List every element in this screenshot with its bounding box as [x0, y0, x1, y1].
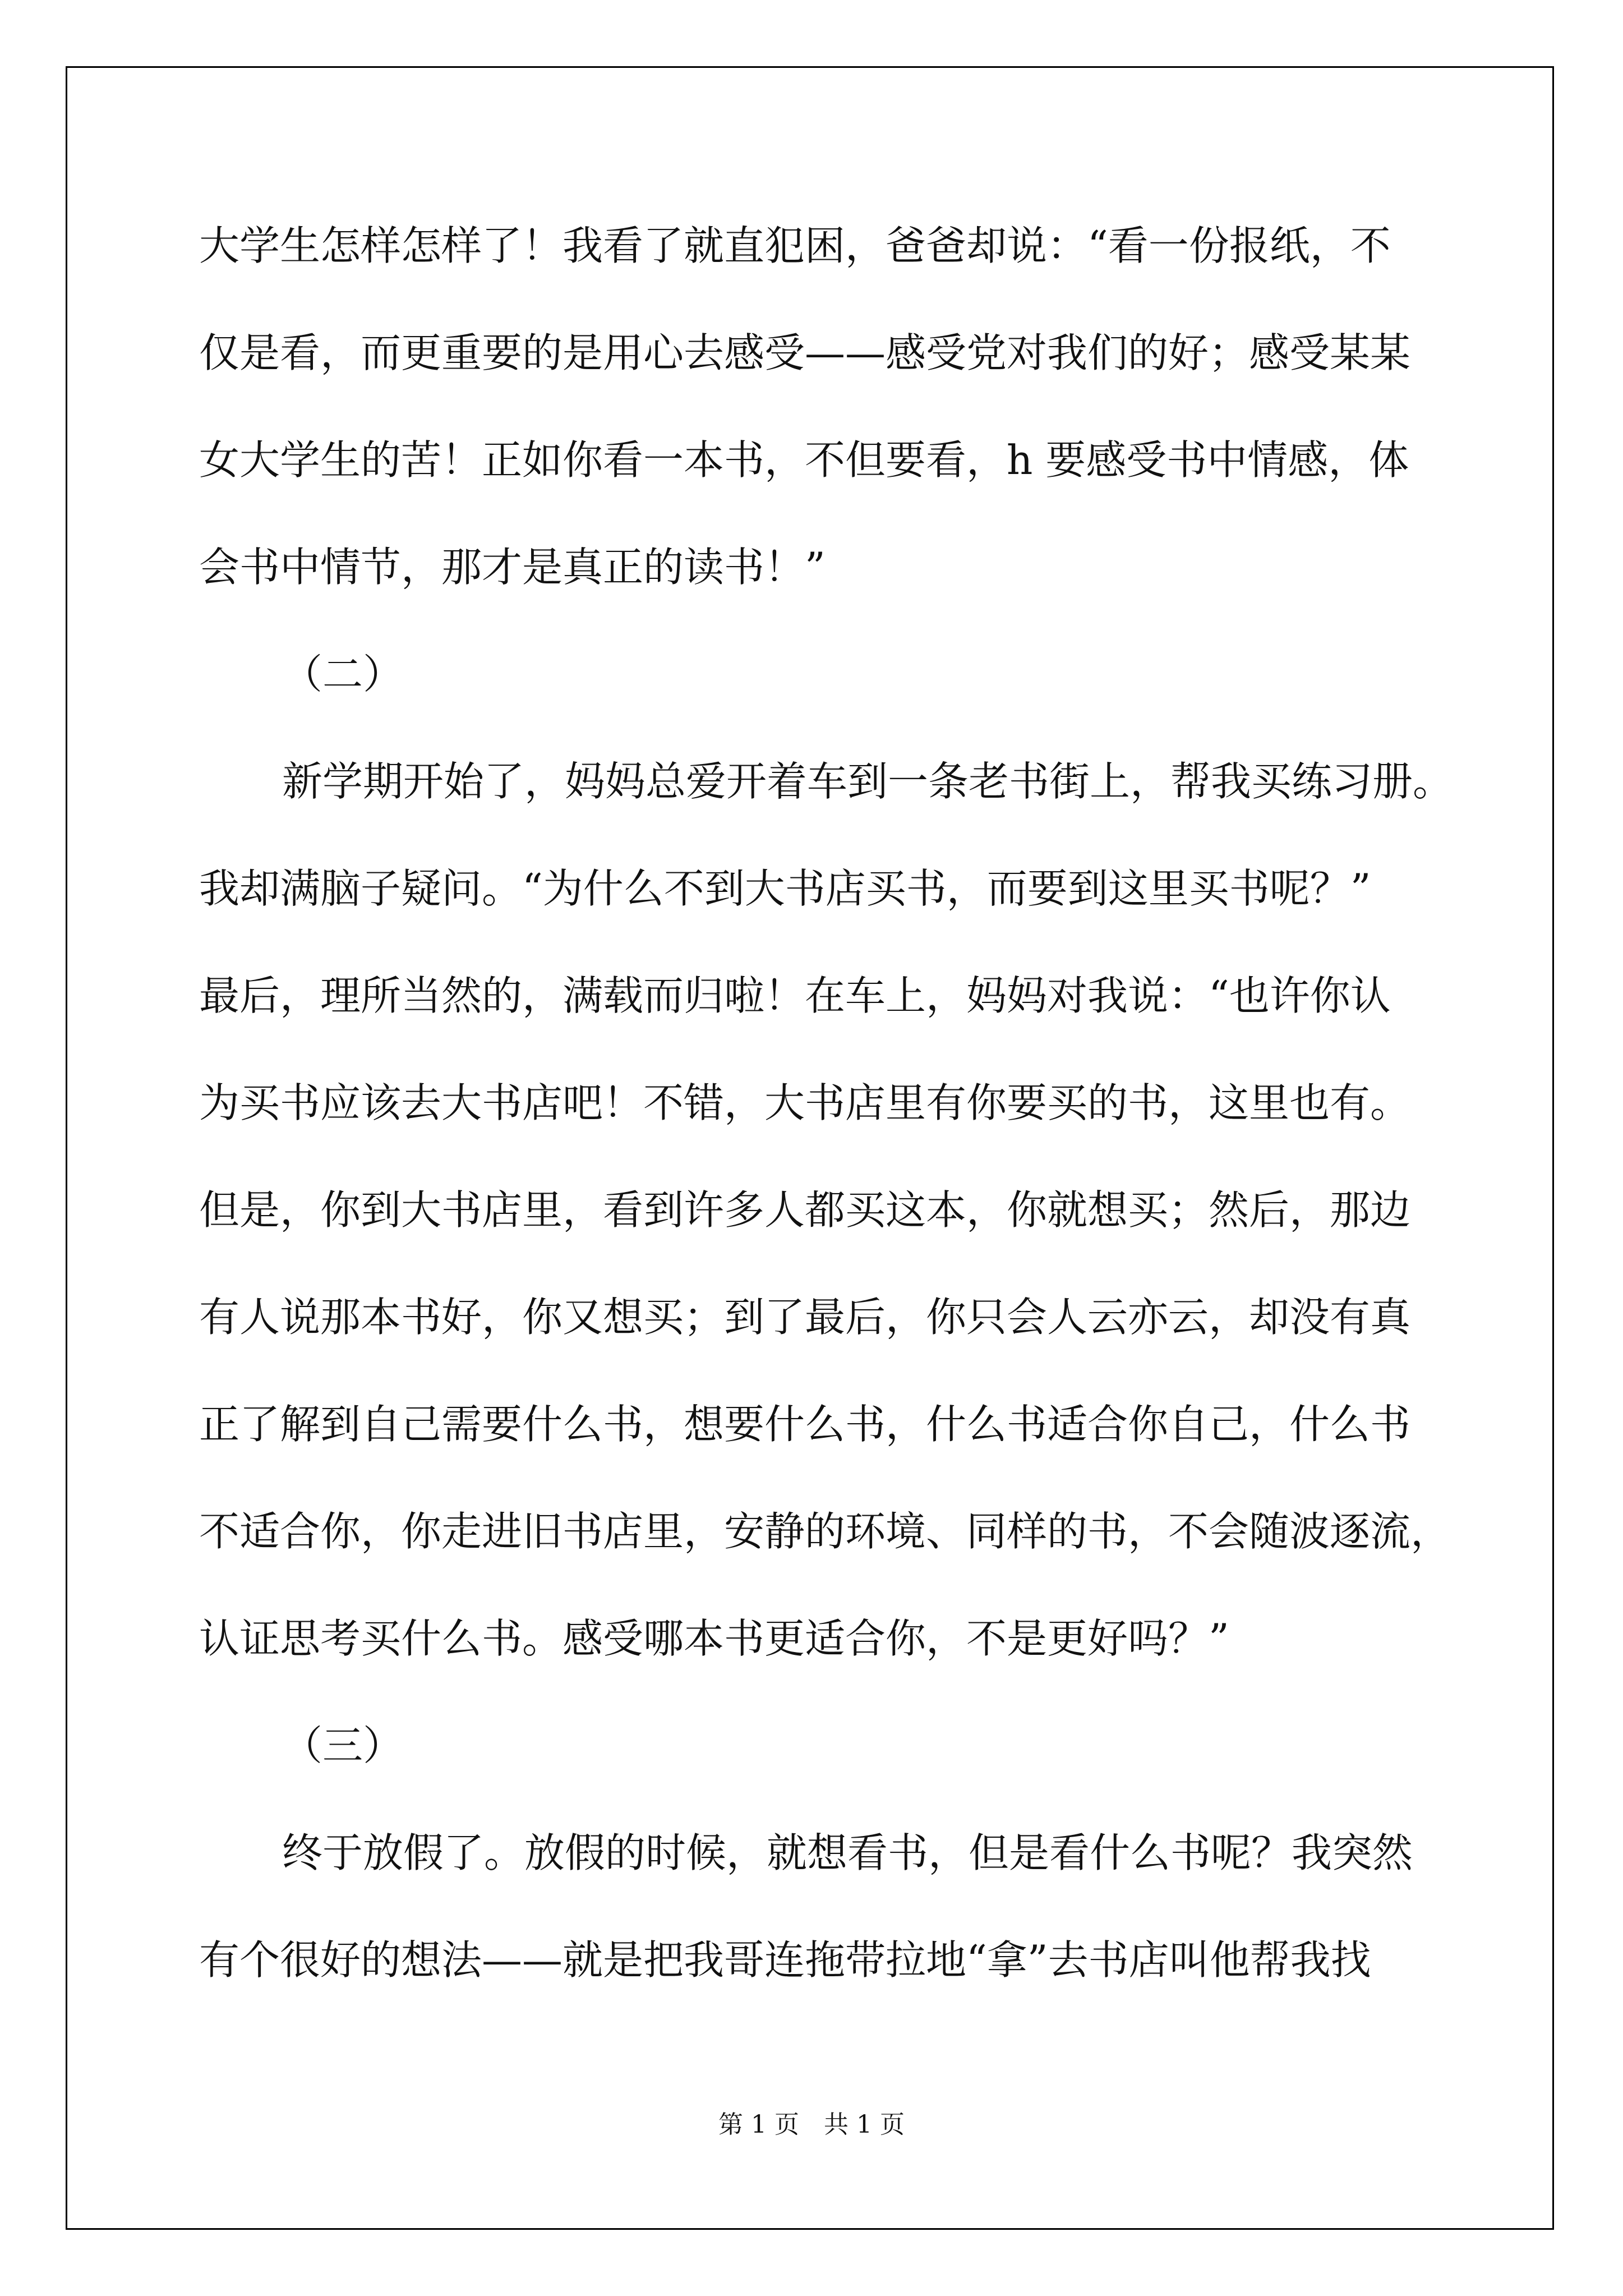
text-line: 会书中情节，那才是真正的读书！”	[199, 544, 826, 591]
text-line: 有人说那本书好，你又想买；到了最后，你只会人云亦云，却没有真	[199, 1294, 1411, 1341]
section-heading: （二）	[282, 651, 404, 698]
text-line: 为买书应该去大书店吧！不错，大书店里有你要买的书，这里也有。	[199, 1079, 1411, 1126]
page-border	[66, 66, 1554, 2230]
section-heading: （三）	[282, 1722, 404, 1769]
text-line: 但是，你到大书店里，看到许多人都买这本，你就想买；然后，那边	[199, 1186, 1411, 1234]
paragraph-start-line: 新学期开始了，妈妈总爱开着车到一条老书街上，帮我买练习册。	[282, 758, 1454, 805]
text-line: 最后，理所当然的，满载而归啦！在车上，妈妈对我说：“也许你认	[199, 972, 1391, 1019]
text-line: 不适合你，你走进旧书店里，安静的环境、同样的书，不会随波逐流，	[199, 1508, 1451, 1555]
paragraph-start-line: 终于放假了。放假的时候，就想看书，但是看什么书呢？我突然	[282, 1829, 1413, 1876]
text-line: 我却满脑子疑问。“为什么不到大书店买书，而要到这里买书呢？”	[199, 865, 1371, 912]
text-line: 大学生怎样怎样了！我看了就直犯困，爸爸却说：“看一份报纸，不	[199, 222, 1391, 269]
text-line: 有个很好的想法——就是把我哥连拖带拉地“拿”去书店叫他帮我找	[199, 1936, 1371, 1984]
page-footer: 第 1 页 共 1 页	[718, 2110, 905, 2139]
text-line: 认证思考买什么书。感受哪本书更适合你，不是更好吗？”	[199, 1615, 1229, 1662]
text-line: 仅是看，而更重要的是用心去感受——感受党对我们的好；感受某某	[199, 329, 1411, 376]
text-line: 正了解到自己需要什么书，想要什么书，什么书适合你自己，什么书	[199, 1401, 1411, 1448]
text-line: 女大学生的苦！正如你看一本书，不但要看，h 要感受书中情感，体	[199, 436, 1409, 484]
